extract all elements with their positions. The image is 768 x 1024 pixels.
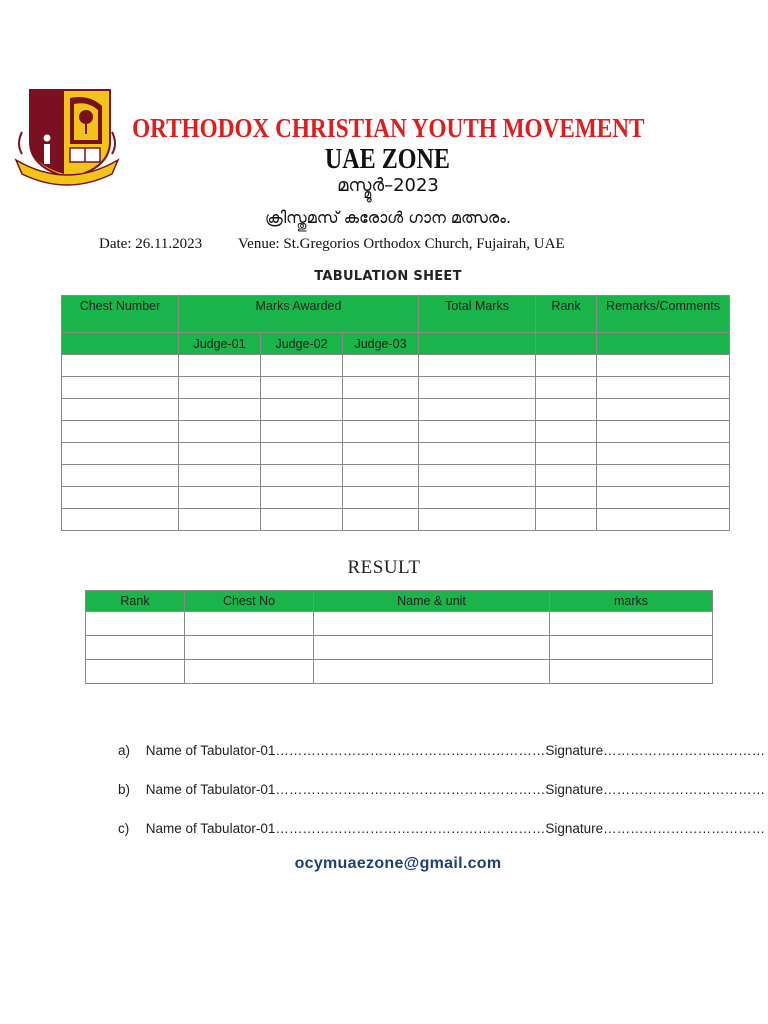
tabulation-table bbox=[61, 295, 730, 531]
col-judge-03: Judge-03 bbox=[343, 333, 419, 355]
table-row bbox=[62, 487, 730, 509]
table-row bbox=[86, 660, 713, 684]
header-cell bbox=[536, 333, 597, 355]
col-rank: Rank bbox=[536, 296, 597, 333]
table-row bbox=[62, 399, 730, 421]
list-marker: a) bbox=[118, 743, 131, 758]
signature-line-a bbox=[118, 743, 765, 782]
col-result-name-unit: Name & unit bbox=[314, 591, 550, 612]
event-name: ക്രിസ്തുമസ് കരോൾ ഗാന മത്സരം. bbox=[264, 208, 512, 227]
result-title: RESULT bbox=[347, 557, 421, 578]
header-cell bbox=[597, 333, 730, 355]
col-marks-awarded: Marks Awarded bbox=[179, 296, 419, 333]
table-row bbox=[62, 509, 730, 531]
org-title: ORTHODOX CHRISTIAN YOUTH MOVEMENT bbox=[132, 113, 645, 143]
table-row bbox=[86, 612, 713, 636]
col-total-marks: Total Marks bbox=[419, 296, 536, 333]
result-table bbox=[85, 590, 713, 684]
col-result-rank: Rank bbox=[86, 591, 185, 612]
header-cell bbox=[62, 333, 179, 355]
list-marker: c) bbox=[118, 821, 130, 836]
header-cell bbox=[419, 333, 536, 355]
contact-email: ocymuaezone@gmail.com bbox=[294, 855, 502, 872]
list-marker: b) bbox=[118, 782, 131, 797]
table-row bbox=[62, 355, 730, 377]
table-row bbox=[62, 377, 730, 399]
table-row bbox=[62, 443, 730, 465]
col-chest-number: Chest Number bbox=[62, 296, 179, 333]
zone-title: UAE ZONE bbox=[324, 144, 450, 175]
col-remarks: Remarks/Comments bbox=[597, 296, 730, 333]
tabulation-sheet-title: TABULATION SHEET bbox=[314, 269, 462, 284]
col-result-chest-no: Chest No bbox=[185, 591, 314, 612]
event-date: Date: 26.11.2023 bbox=[99, 236, 203, 252]
signature-line-b bbox=[118, 782, 765, 821]
tabulator-line-text: Name of Tabulator-01……………………………………………………Signature……………………………… bbox=[145, 743, 766, 758]
tabulator-line-text: Name of Tabulator-01……………………………………………………Signature……………………………… bbox=[145, 782, 766, 797]
table-row bbox=[62, 421, 730, 443]
signature-list bbox=[118, 743, 765, 860]
event-year: മസ്മൂർ–2023 bbox=[337, 175, 439, 196]
table-row bbox=[86, 636, 713, 660]
table-row bbox=[62, 465, 730, 487]
col-result-marks: marks bbox=[550, 591, 713, 612]
col-judge-01: Judge-01 bbox=[179, 333, 261, 355]
col-judge-02: Judge-02 bbox=[261, 333, 343, 355]
tabulator-line-text: Name of Tabulator-01……………………………………………………Signature……………………………… bbox=[145, 821, 766, 836]
event-venue: Venue: St.Gregorios Orthodox Church, Fujairah, UAE bbox=[238, 236, 565, 252]
